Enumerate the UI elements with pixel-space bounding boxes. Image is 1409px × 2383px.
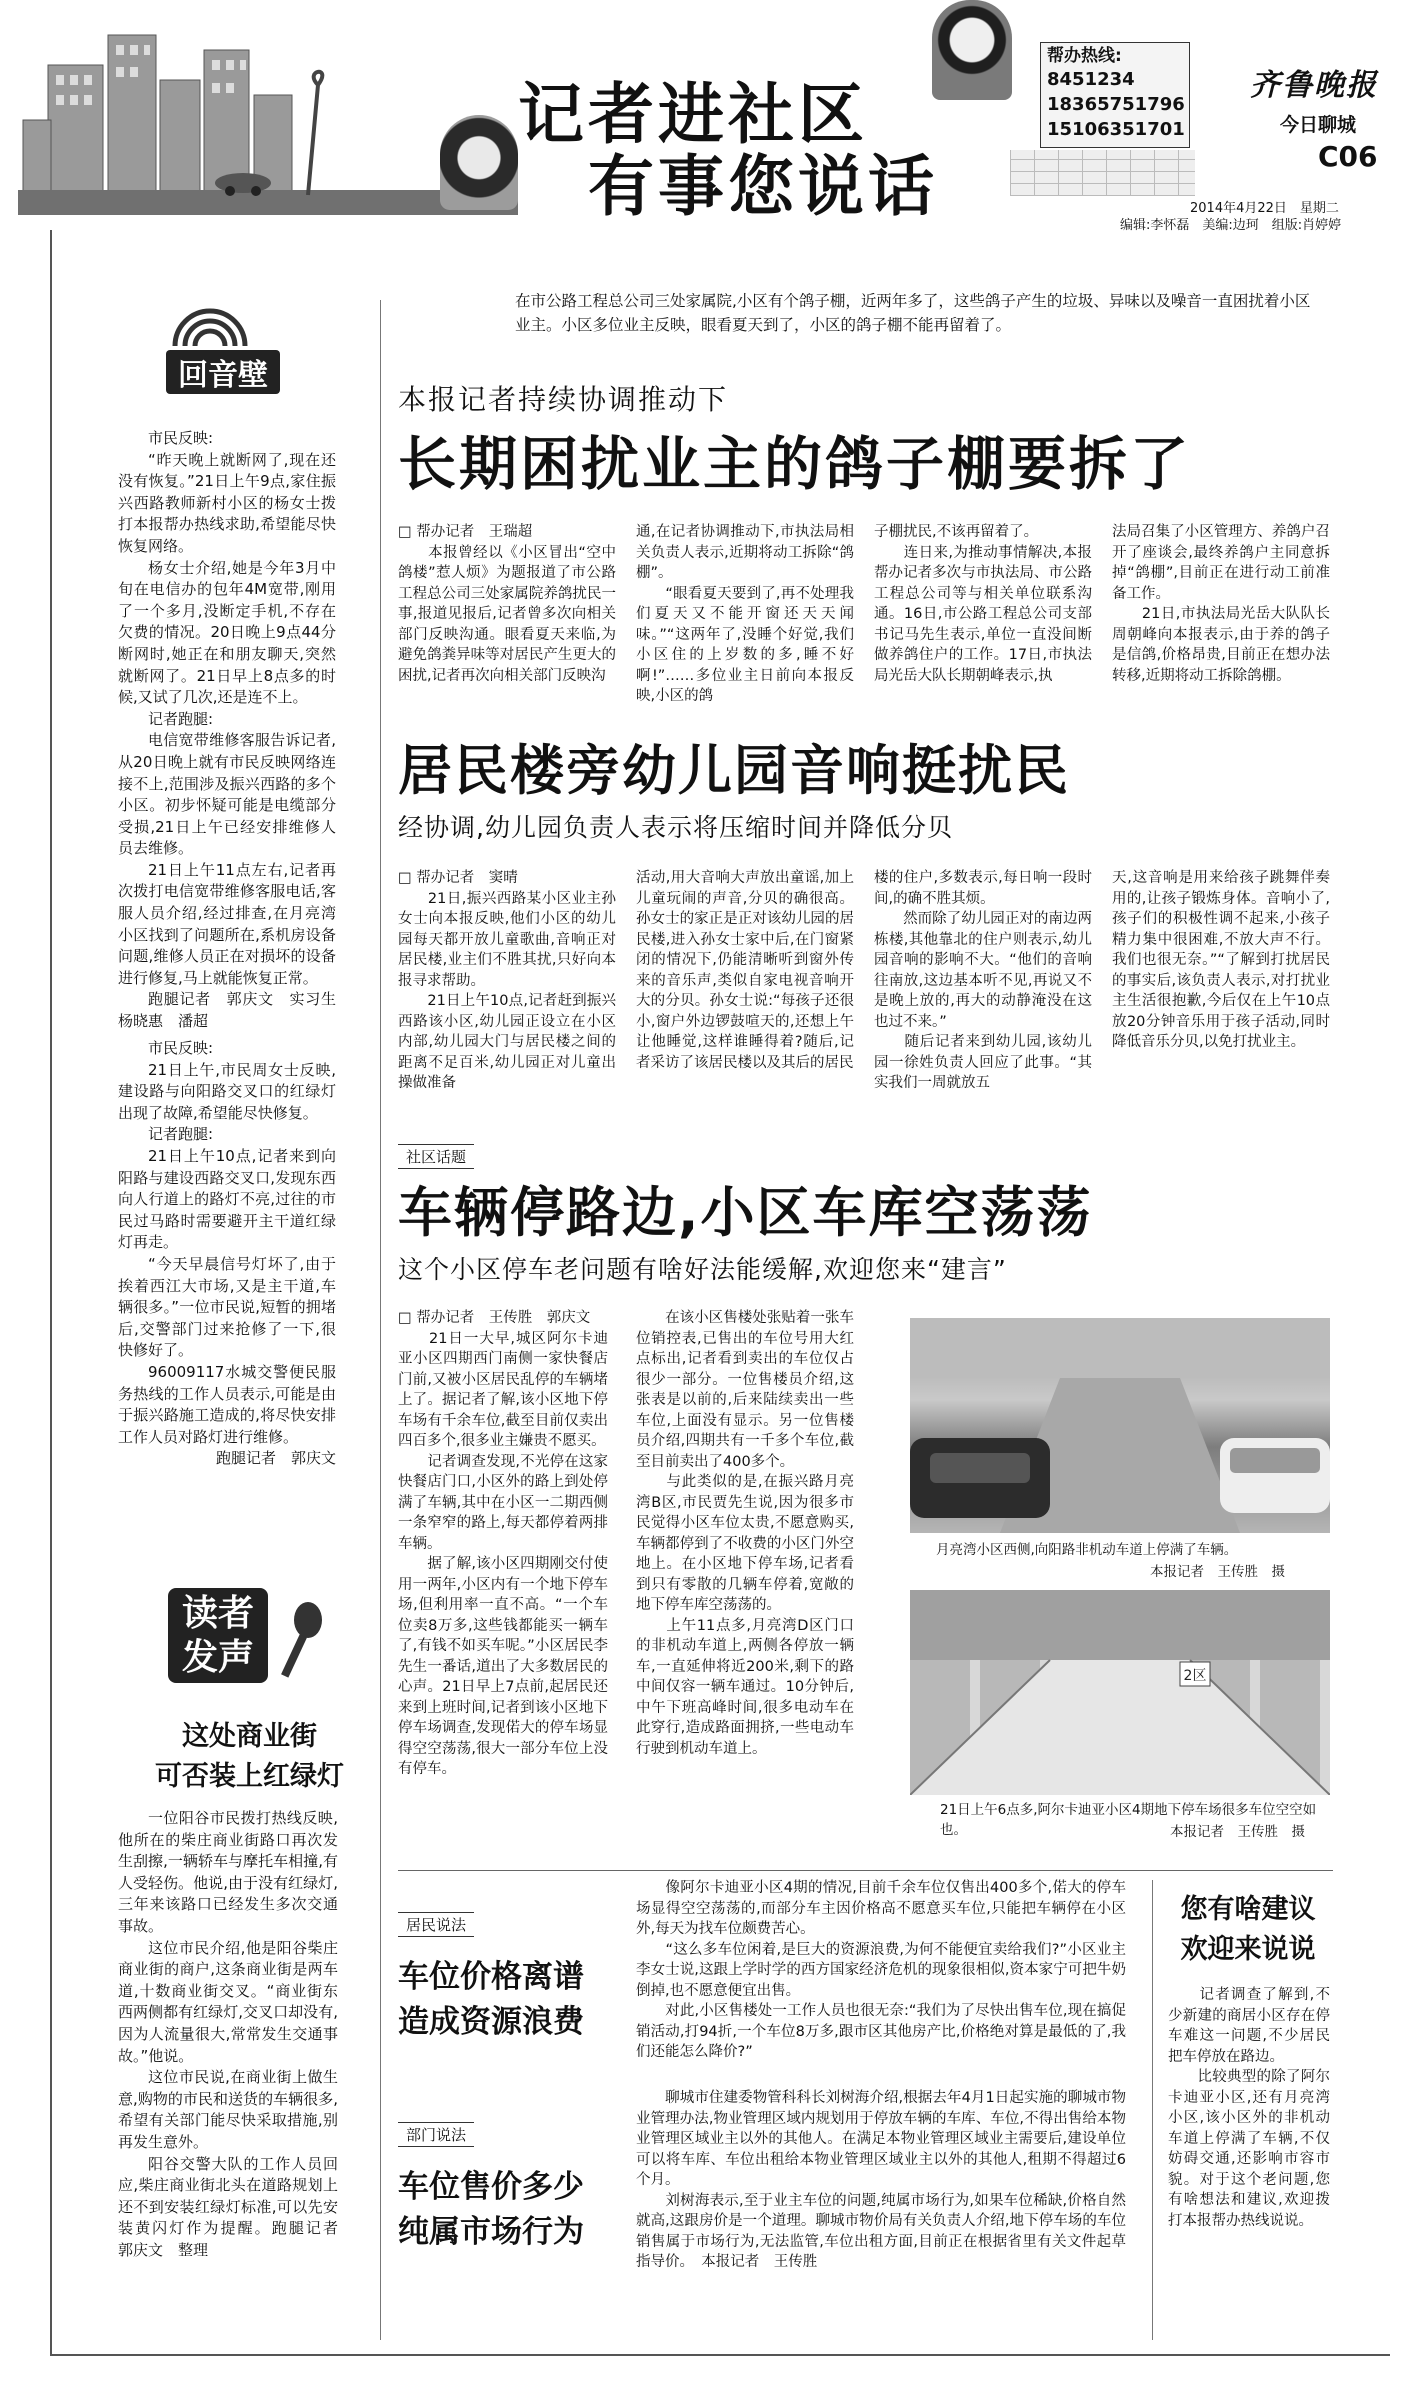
reader-article (118, 1808, 354, 2261)
article1-kicker: 本报记者持续协调推动下 (398, 383, 729, 416)
garage-zone-label: 2区 (1183, 1668, 1207, 1684)
department-view-headline (398, 2165, 584, 2255)
headline-line: 造成资源浪费 (398, 2004, 584, 2040)
reader-paragraph: 阳谷交警大队的工作人员回应,柴庄商业街北头在道路规划上还不到安装红绿灯标准,可以先安装黄闪灯作为提醒。跑腿记者 郭庆文 整理 (118, 2154, 354, 2259)
resident-view-tag: 居民说法 (398, 1912, 474, 1937)
article2-subhead: 经协调,幼儿园负责人表示将压缩时间并降低分贝 (398, 813, 953, 842)
reply-label: 记者跑腿: (148, 1125, 214, 1144)
host-avatar-female (440, 115, 518, 210)
resident-view-text: 像阿尔卡迪亚小区4期的情况,目前千余车位仅售出400多个,偌大的停车场显得空空荡荡的,而部分车主因价格高不愿意买车位,只能把车辆停在小区外,每天为找车位颇费苦心。 “这么多车位闲着,是巨大的资源浪费,为何不能便宜卖给我们?”小区业主李女士说,这跟上学时学的西方国家经济危机的现象很相似,资本家宁可把牛奶倒掉,也不愿意便宜出售。 对此,小区售楼处一工作人员也很无奈:“我们为了尽快出售车位,现在搞促销活动,打94折,一个车位8万多,跟市区其他房产比,价格绝对算是最低的了,我们还能怎么降价?” (636, 1880, 1126, 2060)
reporter-reply: 电信宽带维修客服告诉记者,从20日晚上就有市民反映网络连接不上,范围涉及振兴西路的多个小区。初步怀疑可能是电缆部分受损,21日上午已经安排维修人员去维修。 (118, 731, 336, 858)
article3-tag: 社区话题 (398, 1144, 474, 1169)
suggest-divider (1152, 1880, 1153, 2340)
street-parking-photo (910, 1318, 1330, 1533)
byline: 跑腿记者 郭庆文 (215, 1449, 336, 1468)
article1-headline: 长期困扰业主的鸽子棚要拆了 (398, 430, 1192, 498)
reader-headline-line: 这处商业街 (182, 1721, 317, 1752)
echo-wall-title: 回音壁 (166, 350, 280, 394)
reader-headline (122, 1717, 377, 1797)
reporter-reply: “今天早晨信号灯坏了,由于挨着西江大市场,又是主干道,车辆很多。”一位市民说,短暂的拥堵后,交警部门过来抢修了一下,很快修好了。 (118, 1254, 336, 1360)
column-title-line1: 记者进社区 (518, 75, 868, 153)
column-title-line2: 有事您说话 (588, 147, 938, 225)
byline: 跑腿记者 郭庆文 实习生 杨晓惠 潘超 (118, 990, 352, 1031)
article1-column: 法局召集了小区管理方、养鸽户召开了座谈会,最终养鸽户主同意拆掉“鸽棚”,目前正在进行动工前准备工作。 21日,市执法局光岳大队队长周朝峰向本报表示,由于养的鸽子是信鸽,价格昂贵,目前正在想办法转移,近期将动工拆除鸽棚。 (1112, 524, 1330, 684)
resident-view-headline (398, 1955, 584, 2045)
sidebar-divider (380, 300, 381, 2340)
article1-column: □ 帮办记者 王瑞超 本报曾经以《小区冒出“空中鸽楼”惹人烦》为题报道了市公路工程总公司三处家属院养鸽扰民一事,报道见报后,记者曾多次向相关部门反映沟通。眼看夏天来临,为避免鸽粪异味等对居民产生更大的困扰,记者再次向相关部门反映沟 (398, 524, 616, 684)
reader-paragraph: 这位市民说,在商业街上做生意,购物的市民和送货的车辆很多,希望有关部门能尽快采取措施,别再发生意外。 (118, 2068, 338, 2151)
masthead (0, 0, 1409, 233)
paper-name: 齐鲁晚报 (1250, 68, 1378, 103)
article2-column: 天,这音响是用来给孩子跳舞伴奏用的,让孩子锻炼身体。音响小了,孩子们的积极性调不起来,小孩子精力集中很困难,不放大声不行。我们也很无奈。”“了解到打扰居民的事实后,该负责人表示,对打扰业主生活很抱歉,今后仅在上午10点放20分钟音乐用于孩子活动,同时降低音乐分贝,以免打扰业主。 (1112, 870, 1330, 1050)
hotline-box (1040, 42, 1190, 148)
hotline-number[interactable]: 15106351701 (1047, 119, 1185, 140)
page-frame-bottom (50, 2354, 1390, 2356)
headline-line: 您有啥建议 (1180, 1894, 1316, 1925)
hotline-number[interactable]: 8451234 (1047, 69, 1135, 90)
article3-headline: 车辆停路边,小区车库空荡荡 (398, 1181, 1093, 1244)
headline-line: 欢迎来说说 (1180, 1934, 1316, 1965)
reply-label: 记者跑腿: (148, 709, 214, 728)
echo-wall-icon (170, 288, 250, 348)
article2-column: 楼的住户,多数表示,每日响一段时间,的确不胜其烦。 然而除了幼儿园正对的南边两栋楼,其他靠北的住户则表示,幼儿园音响的影响不大。“他们的音响往南放,这边基本听不见,再说又不是晚上放的,再大的动静淹没在这也过不来。” 随后记者来到幼儿园,该幼儿园一徐姓负责人回应了此事。“其实我们一周就放五 (874, 870, 1092, 1091)
article1-column: 子棚扰民,不该再留着了。 连日来,为推动事情解决,本报帮办记者多次与市执法局、市公路工程总公司等与相关单位联系沟通。16日,市公路工程总公司支部书记马先生表示,单位一直没间断做养鸽住户的工作。17日,市执法局光岳大队长期朝峰表示,执 (874, 524, 1092, 684)
suggest-text: 记者调查了解到,不少新建的商居小区存在停车难这一问题,不少居民把车停放在路边。 比较典型的除了阿尔卡迪亚小区,还有月亮湾小区,该小区外的非机动车道上停满了车辆,不仅妨碍交通,还影响市容市貌。对于这个老问题,您有啥想法和建议,欢迎拨打本报帮办热线说说。 (1168, 1987, 1330, 2229)
citizen-complaint: 21日上午,市民周女士反映,建设路与向阳路交叉口的红绿灯出现了故障,希望能尽快修复。 (118, 1060, 336, 1122)
reporter-reply: 96009117水城交警便民服务热线的工作人员表示,可能是由于振兴路施工造成的,将尽快安排工作人员对路灯进行维修。 (118, 1362, 336, 1446)
section-separator (398, 1870, 1333, 1871)
article2-column: 活动,用大音响大声放出童谣,加上儿童玩闹的声音,分贝的确很高。孙女士的家正是正对该幼儿园的居民楼,进入孙女士家中后,在门窗紧闭的情况下,仍能清晰听到窗外传来的音乐声,类似自家电视音响开大的分贝。孙女士说:“每孩子还很小,窗户外边锣鼓喧天的,还想上午让他睡觉,这样谁睡得着?随后,记者采访了该居民楼以及其后的居民 (636, 870, 854, 1071)
article1-column: 通,在记者协调推动下,市执法局相关负责人表示,近期将动工拆除“鸽棚”。 “眼看夏天要到了,再不处理我们夏天又不能开窗还天天闻味。”“这两年了,没睡个好觉,我们小区住的上岁数的多,睡不好啊!”……多位业主日前向本报反映,小区的鸽 (636, 524, 854, 704)
garage-photo (910, 1590, 1330, 1795)
headline-line: 车位价格离谱 (398, 1959, 584, 1995)
staff-credits: 编辑:李怀磊 美编:边珂 组版:肖婷婷 (1120, 218, 1342, 233)
reporter-reply: 21日上午11点左右,记者再次拨打电信宽带维修客服电话,客服人员介绍,经过排查,在月亮湾小区找到了问题所在,系机房设备问题,维修人员正在对损坏的设备进行修复,马上就能恢复正常。 (118, 860, 336, 987)
reader-paragraph: 一位阳谷市民拨打热线反映,他所在的柴庄商业街路口再次发生刮擦,一辆轿车与摩托车相撞,有人受轻伤。他说,由于没有红绿灯,三年来该路口已经发生多次交通事故。 (118, 1809, 338, 1935)
department-view-tag: 部门说法 (398, 2122, 474, 2147)
microphone-icon (270, 1600, 330, 1680)
department-view-text: 聊城市住建委物管科科长刘树海介绍,根据去年4月1日起实施的聊城市物业管理办法,物业管理区域内规划用于停放车辆的车库、车位,不得出售给本物业管理区域业主以外的其他人。在满足本物业管理区域业主需要后,建设单位可以将车库、车位出租给本物业管理区域业主以外的其他人,租期不得超过6个月。 刘树海表示,至于业主车位的问题,纯属市场行为,如果车位稀缺,价格自然就高,这跟房价是一个道理。聊城市物价局有关负责人介绍,地下停车场的车位销售属于市场行为,无法监管,车位出租方面,目前正在根据省里有关文件起草指导价。 本报记者 王传胜 (636, 2090, 1126, 2270)
intro-paragraph: 在市公路工程总公司三处家属院,小区有个鸽子棚，近两年多了，这些鸽子产生的垃圾、异味以及噪音一直困扰着小区业主。小区多位业主反映，眼看夏天到了，小区的鸽子棚不能再留着了。 (515, 292, 1311, 334)
brick-wall-decoration (1010, 150, 1195, 196)
citizen-complaint: 杨女士介绍,她是今年3月中旬在电信办的包年4M宽带,刚用了一个多月,没断定手机,不存在欠费的情况。20日晚上9点44分断网时,她正在和朋友聊天,突然就断网了。21日早上8点多的时候,又试了几次,还是连不上。 (118, 558, 336, 707)
garage-illustration (910, 1590, 1330, 1795)
headline-line: 车位售价多少 (398, 2169, 584, 2205)
photo-caption: 21日上午6点多,阿尔卡迪亚小区4期地下停车场很多车位空空如也。 (940, 1802, 1317, 1838)
edition-name: 今日聊城 (1280, 114, 1357, 136)
citizen-complaint: “昨天晚上就断网了,现在还没有恢复。”21日上午9点,家住振兴西路教师新村小区的杨女士拨打本报帮办热线求助,希望能尽快恢复网络。 (118, 450, 336, 555)
photo-credit: 本报记者 王传胜 摄 (1150, 1564, 1285, 1580)
reader-paragraph: 这位市民介绍,他是阳谷柴庄商业街的商户,这条商业街是两车道,十数商业街交叉。“商业街东西两侧都有红绿灯,交叉口却没有,因为人流量很大,常常发生交通事故。”他说。 (118, 1938, 338, 2065)
reader-voice-title-text: 读者发声 (181, 1593, 254, 1678)
echo-item-2 (118, 1038, 336, 1470)
reporter-label: 市民反映: (148, 1039, 214, 1057)
headline-line: 纯属市场行为 (398, 2214, 584, 2250)
photo-caption: 月亮湾小区西侧,向阳路非机动车道上停满了车辆。 (936, 1542, 1238, 1558)
page-number: C06 (1318, 140, 1378, 173)
article2-headline: 居民楼旁幼儿园音响挺扰民 (398, 739, 1070, 802)
host-avatar-male (932, 0, 1012, 100)
issue-date: 2014年4月22日 星期二 (1190, 201, 1339, 216)
echo-item-1 (118, 428, 352, 1033)
page-frame-left (50, 230, 52, 2355)
hotline-label: 帮办热线: (1047, 46, 1122, 66)
photo-credit: 本报记者 王传胜 摄 (1170, 1824, 1305, 1840)
article3-column: 在该小区售楼处张贴着一张车位销控表,已售出的车位号用大红点标出,记者看到卖出的车位仅占很少一部分。一位售楼员介绍,这张表是以前的,后来陆续卖出一些车位,上面没有显示。另一位售楼员介绍,四期共有一千多个车位,截至目前卖出了400多个。 与此类似的是,在振兴路月亮湾B区,市民贾先生说,因为很多市民觉得小区车位太贵,不愿意购买,车辆都停到了不收费的小区门外空地上。在小区地下停车场,记者看到只有零散的几辆车停着,宽敞的地下停车库空荡荡的。 上午11点多,月亮湾D区门口的非机动车道上,两侧各停放一辆车,一直延伸将近200米,剩下的路中间仅容一辆车通过。10分钟后,中午下班高峰时间,很多电动车在此穿行,造成路面拥挤,一些电动车行驶到机动车道上。 (636, 1310, 854, 1757)
reader-voice-title (168, 1588, 268, 1683)
reporter-label: 市民反映: (148, 429, 214, 447)
article2-column: □ 帮办记者 窦晴 21日,振兴西路某小区业主孙女士向本报反映,他们小区的幼儿园每天都开放儿童歌曲,音响正对居民楼,业主们不胜其扰,只好向本报寻求帮助。 21日上午10点,记者赶到振兴西路该小区,幼儿园正设立在小区内部,幼儿园大门与居民楼之间的距离不足百米,幼儿园正对儿童出操做准备 (398, 870, 616, 1091)
reporter-reply: 21日上午10点,记者来到向阳路与建设西路交叉口,发现东西向人行道上的路灯不亮,过往的市民过马路时需要避开主干道红绿灯再走。 (118, 1146, 336, 1252)
article3-column: □ 帮办记者 王传胜 郭庆文 21日一大早,城区阿尔卡迪亚小区四期西门南侧一家快餐店门前,又被小区居民乱停的车辆堵上了。据记者了解,该小区地下停车场有千余车位,截至目前仅卖出四百多个,很多业主嫌贵不愿买。 记者调查发现,不光停在这家快餐店门口,小区外的路上到处停满了车辆,其中在小区一二期西侧一条窄窄的路上,每天都停着两排车辆。 据了解,该小区四期刚交付使用一两年,小区内有一个地下停车场,但利用率一直不高。“一个车位卖8万多,这些钱都能买一辆车了,有钱不如买车呢。”小区居民李先生一番话,道出了大多数居民的心声。21日早上7点前,起居民还来到上班时间,记者到该小区地下停车场调查,发现偌大的停车场显得空空荡荡,很大一部分车位上没有停车。 (398, 1310, 608, 1777)
suggest-headline (1168, 1890, 1328, 1970)
parked-cars-illustration (910, 1318, 1330, 1533)
reader-headline-line: 可否装上红绿灯 (155, 1761, 344, 1792)
article3-subhead: 这个小区停车老问题有啥好法能缓解,欢迎您来“建言” (398, 1255, 1007, 1284)
hotline-number[interactable]: 18365751796 (1047, 94, 1185, 115)
